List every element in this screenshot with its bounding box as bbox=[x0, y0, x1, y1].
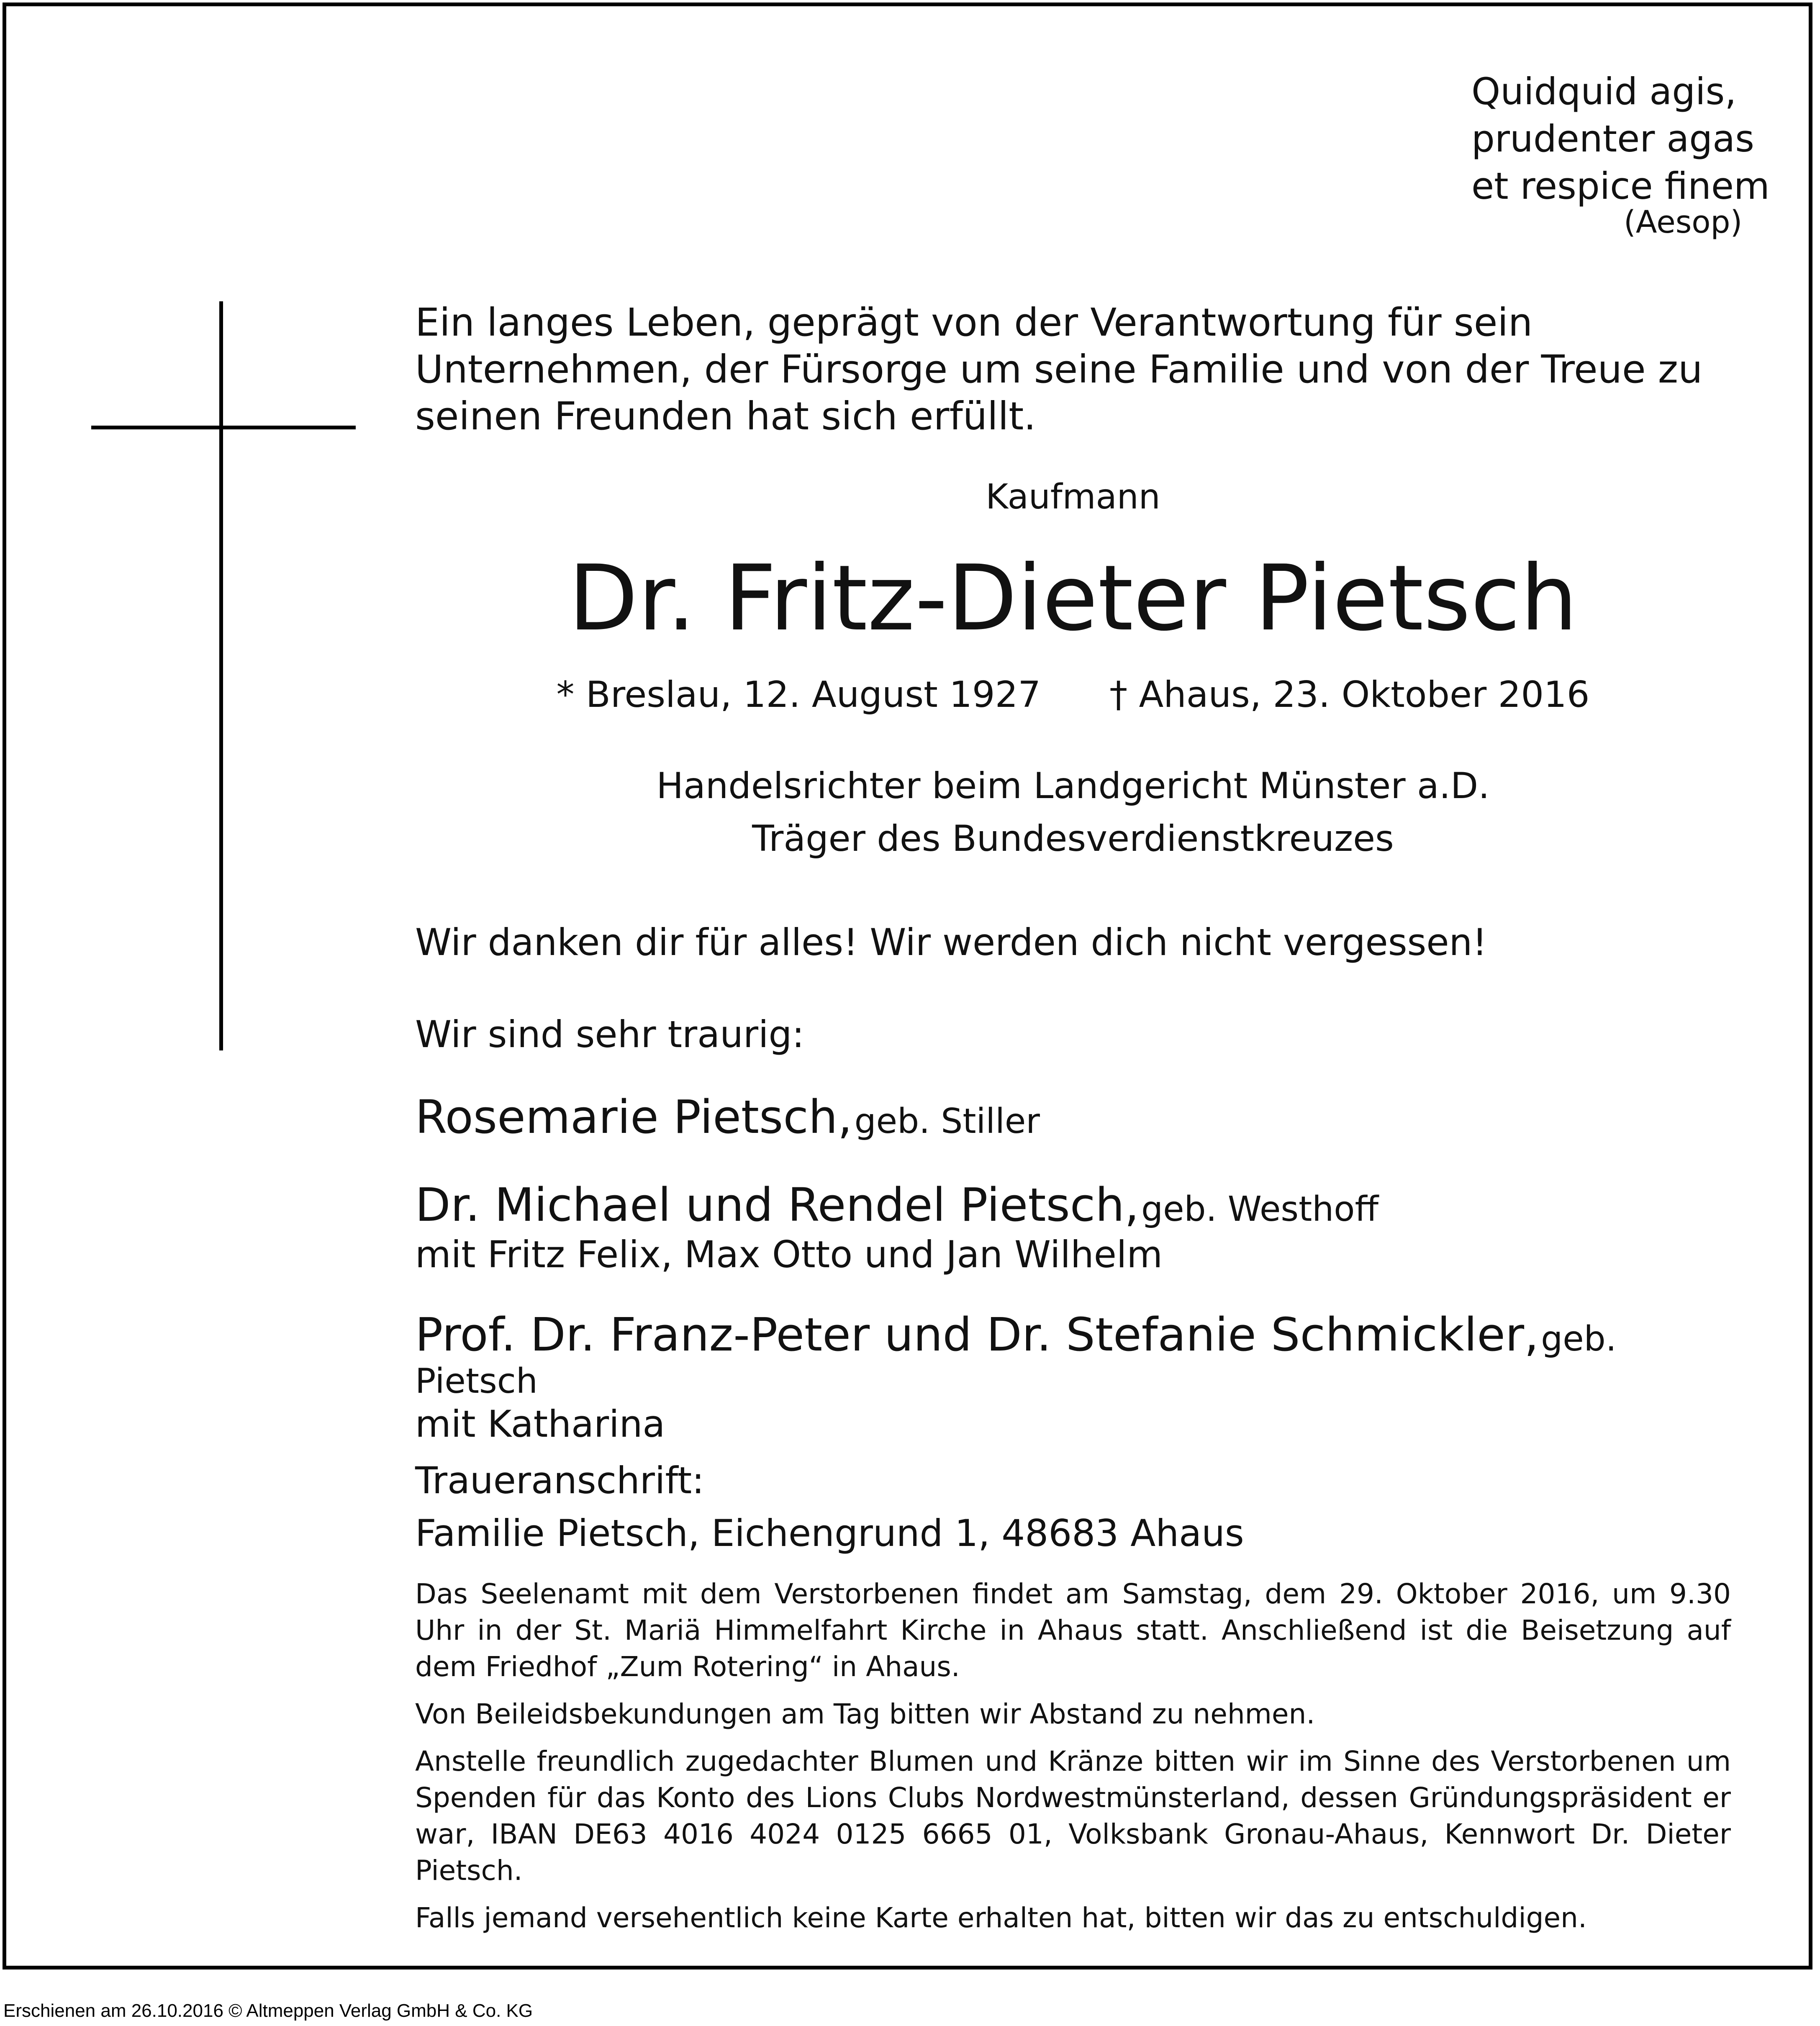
thanks-text: Wir danken dir für alles! Wir werden dich nicht vergessen! bbox=[415, 921, 1487, 964]
note-paragraph: Von Beileidsbekundungen am Tag bitten wir Abstand zu nehmen. bbox=[415, 1698, 1315, 1730]
mourner-name: Dr. Michael und Rendel Pietsch bbox=[415, 1178, 1124, 1232]
cross-icon bbox=[219, 301, 223, 1050]
cross-icon-bar bbox=[91, 426, 356, 429]
mourner-entry: Prof. Dr. Franz-Peter und Dr. Stefanie Schmickler, geb. Pietsch mit Katharina bbox=[415, 1308, 1731, 1447]
mourner-children: mit Katharina bbox=[415, 1402, 665, 1446]
deceased-profession: Kaufmann bbox=[986, 477, 1160, 517]
mourner-name: Prof. Dr. Franz-Peter und Dr. Stefanie Schmickler bbox=[415, 1308, 1525, 1361]
note-paragraph: Das Seelenamt mit dem Verstorbenen findet am Samstag, dem 29. Oktober 2016, um 9.30 Uhr in der St. Mariä Himmelfahrt Kirche in Ahaus statt. Anschließend ist die Beisetzung auf dem Friedhof „Zum Rotering“ in Ahaus. bbox=[415, 1578, 1731, 1683]
death-date: † Ahaus, 23. Oktober 2016 bbox=[1109, 674, 1590, 716]
deceased-name: Dr. Fritz-Dieter Pietsch bbox=[568, 546, 1578, 651]
motto-line: et respice finem bbox=[1471, 164, 1770, 208]
honor-line: Träger des Bundesverdienstkreuzes bbox=[752, 818, 1394, 860]
note-paragraph: Falls jemand versehentlich keine Karte erhalten hat, bitten wir das zu entschuldigen. bbox=[415, 1902, 1587, 1934]
mourner-entry: Dr. Michael und Rendel Pietsch, geb. Westhoff mit Fritz Felix, Max Otto und Jan Wilhelm bbox=[415, 1178, 1731, 1278]
mourner-children: mit Fritz Felix, Max Otto und Jan Wilhelm bbox=[415, 1233, 1163, 1276]
mourning-address bbox=[415, 1454, 1731, 1560]
honor-line: Handelsrichter beim Landgericht Münster a.D. bbox=[656, 765, 1490, 807]
motto-source: (Aesop) bbox=[1624, 204, 1743, 240]
birth-date: * Breslau, 12. August 1927 bbox=[556, 674, 1041, 716]
honors bbox=[415, 760, 1731, 865]
address-value: Familie Pietsch, Eichengrund 1, 48683 Ahaus bbox=[415, 1512, 1244, 1555]
motto-quote bbox=[1471, 68, 1770, 210]
publication-footer: Erschienen am 26.10.2016 © Altmeppen Verlag GmbH & Co. KG bbox=[3, 2000, 533, 2021]
service-notes bbox=[415, 1576, 1731, 1947]
sad-text: Wir sind sehr traurig: bbox=[415, 1013, 805, 1056]
note-paragraph: Anstelle freundlich zugedachter Blumen und Kränze bitten wir im Sinne des Verstorbenen um Spenden für das Konto des Lions Clubs Nordwestmünsterland, dessen Gründungspräsident er war, IBAN DE63 4016 4024 0125 6665 01, Volksbank Gronau-Ahaus, Kennwort Dr. Dieter Pietsch. bbox=[415, 1745, 1731, 1887]
mourner-nee: geb. Pietsch bbox=[415, 1319, 1617, 1401]
mourner-name: Rosemarie Pietsch bbox=[415, 1090, 838, 1144]
motto-line: Quidquid agis, bbox=[1471, 70, 1737, 113]
life-dates bbox=[415, 674, 1731, 716]
intro-text: Ein langes Leben, geprägt von der Verantwortung für sein Unternehmen, der Fürsorge um seine Familie und von der Treue zu seinen Freunden hat sich erfüllt. bbox=[415, 300, 1703, 439]
mourner-nee: geb. Stiller bbox=[854, 1102, 1040, 1141]
address-label: Traueranschrift: bbox=[415, 1459, 704, 1502]
mourner-nee: geb. Westhoff bbox=[1141, 1189, 1378, 1229]
mourner-entry: Rosemarie Pietsch, geb. Stiller bbox=[415, 1090, 1040, 1144]
motto-line: prudenter agas bbox=[1471, 117, 1754, 160]
